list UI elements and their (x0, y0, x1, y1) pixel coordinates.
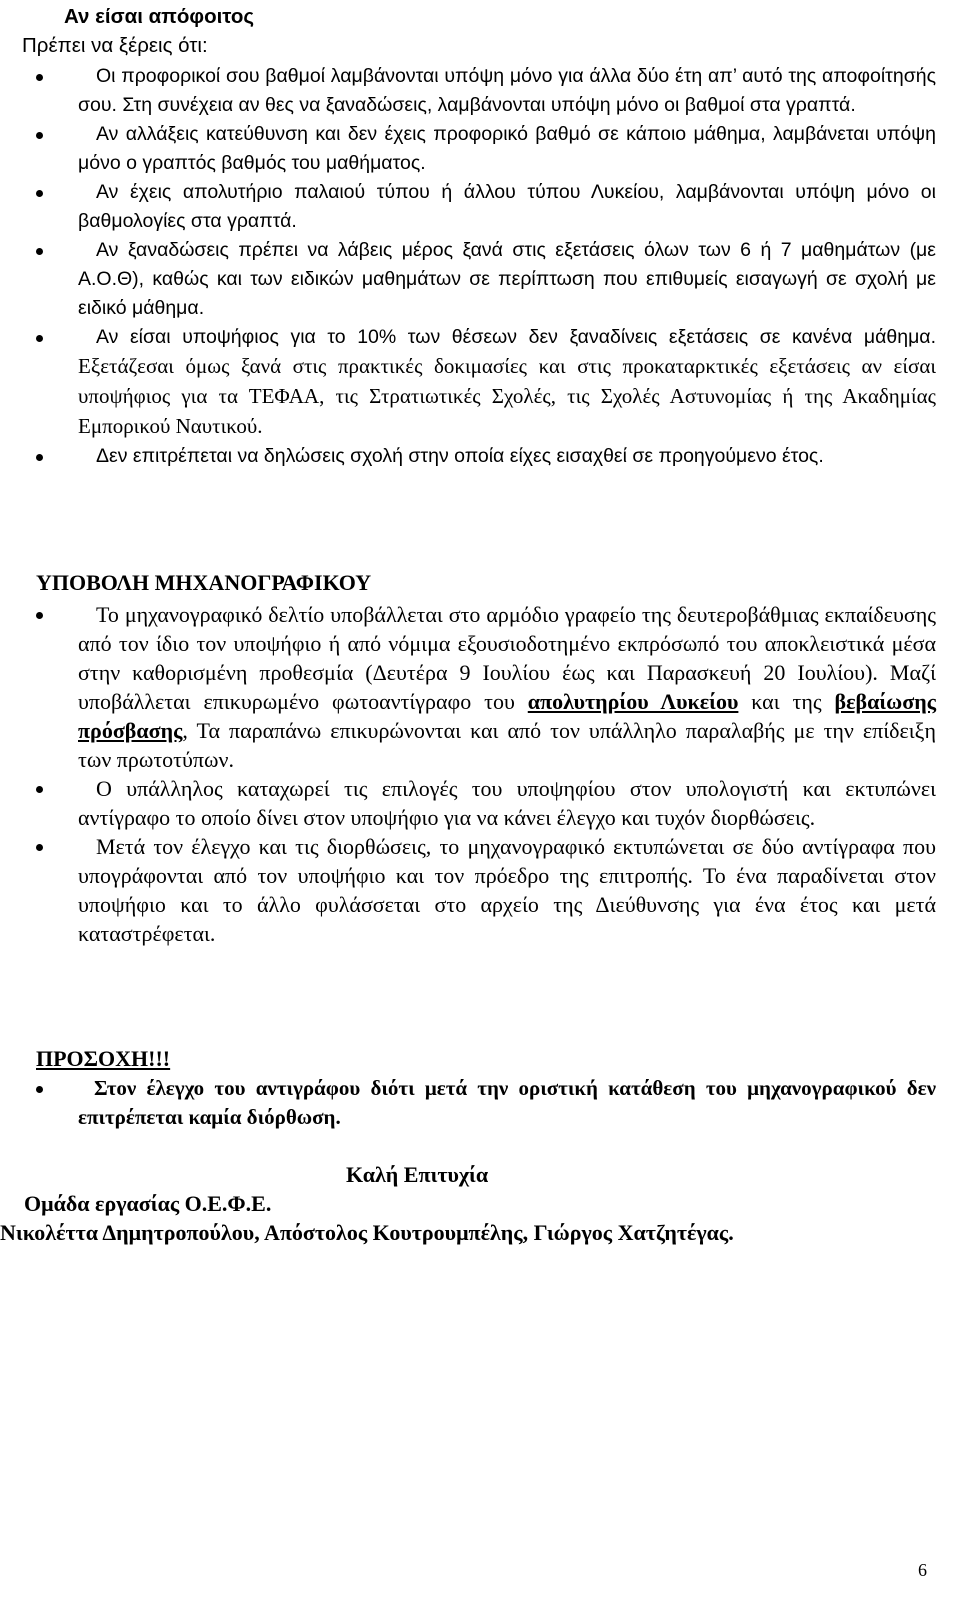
page-number: 6 (918, 1560, 927, 1580)
authors-list: Νικολέττα Δημητροπούλου, Απόστολος Κουτρουμπέλης, Γιώργος Χατζητέγας. (0, 1220, 734, 1245)
list-item: Αν ξαναδώσεις πρέπει να λάβεις μέρος ξανά στις εξετάσεις όλων των 6 ή 7 μαθημάτων (με Α.Ο.Θ), καθώς και των ειδικών μαθημάτων σε περίπτωση που επιθυμείς εισαγωγή σε σχολή με ειδικό μάθημα. (78, 236, 936, 323)
warning-bullet-list (78, 1074, 936, 1132)
bullet-icon (36, 612, 43, 619)
bullet-serif-tail: Εξετάζεσαι όμως ξανά στις πρακτικές δοκιμασίες και στις προκαταρκτικές εξετάσεις αν είσαι υποψήφιος για τα ΤΕΦΑΑ, τις Στρατιωτικές Σχολές, τις Σχολές Αστυνομίας ή της Ακαδημίας Εμπορικού Ναυτικού. (78, 354, 936, 438)
team-name: Ομάδα εργασίας Ο.Ε.Φ.Ε. (24, 1191, 272, 1216)
good-luck-text: Καλή Επιτυχία (346, 1162, 489, 1187)
bullet-icon (36, 786, 43, 793)
section-title-graduate: Αν είσαι απόφοιτος (64, 5, 255, 28)
bullet-icon (36, 248, 43, 255)
list-item: Οι προφορικοί σου βαθμοί λαμβάνονται υπόψη μόνο για άλλα δύο έτη απ’ αυτό της αποφοίτησής σου. Στη συνέχεια αν θες να ξαναδώσεις, λαμβάνονται υπόψη μόνο οι βαθμοί στα γραπτά. (78, 62, 936, 120)
submission-bullet-list (78, 600, 936, 948)
bullet-icon (36, 132, 43, 139)
graduate-bullet-list (78, 62, 936, 471)
warning-title: ΠΡΟΣΟΧΗ!!! (36, 1046, 171, 1071)
list-item: Μετά τον έλεγχο και τις διορθώσεις, το μηχανογραφικό εκτυπώνεται σε δύο αντίγραφα που υπογράφονται από τον υποψήφιο και τον πρόεδρο της επιτροπής. Το ένα παραδίνεται στον υποψήφιο και το άλλο φυλάσσεται στο αρχείο της Διεύθυνσης για ένα έτος και μετά καταστρέφεται. (78, 832, 936, 948)
section-intro: Πρέπει να ξέρεις ότι: (22, 34, 208, 57)
bullet-icon (36, 335, 43, 342)
bullet-icon (36, 844, 43, 851)
bullet-icon (36, 190, 43, 197)
list-item: Αν αλλάξεις κατεύθυνση και δεν έχεις προφορικό βαθμό σε κάποιο μάθημα, λαμβάνεται υπόψη μόνο ο γραπτός βαθμός του μαθήματος. (78, 120, 936, 178)
bullet-icon (36, 74, 43, 81)
section-title-submission: ΥΠΟΒΟΛΗ ΜΗΧΑΝΟΓΡΑΦΙΚΟΥ (36, 570, 372, 595)
bullet-icon (36, 1086, 43, 1093)
list-item: Ο υπάλληλος καταχωρεί τις επιλογές του υποψηφίου στον υπολογιστή και εκτυπώνει αντίγραφο το οποίο δίνει στον υποψήφιο για να κάνει έλεγχο και τυχόν διορθώσεις. (78, 774, 936, 832)
list-item: Δεν επιτρέπεται να δηλώσεις σχολή στην οποία είχες εισαχθεί σε προηγούμενο έτος. (78, 442, 936, 471)
list-item: Αν έχεις απολυτήριο παλαιού τύπου ή άλλου τύπου Λυκείου, λαμβάνονται υπόψη μόνο οι βαθμολογίες στα γραπτά. (78, 178, 936, 236)
bullet-icon (36, 454, 43, 461)
list-item: Αν είσαι υποψήφιος για το 10% των θέσεων δεν ξαναδίνεις εξετάσεις σε κανένα μάθημα. Εξετάζεσαι όμως ξανά στις πρακτικές δοκιμασίες και στις προκαταρκτικές εξετάσεις αν είσαι υποψήφιος για τα ΤΕΦΑΑ, τις Στρατιωτικές Σχολές, τις Σχολές Αστυνομίας ή της Ακαδημίας Εμπορικού Ναυτικού. (78, 323, 936, 442)
list-item: Στον έλεγχο του αντιγράφου διότι μετά την οριστική κατάθεση του μηχανογραφικού δεν επιτρέπεται καμία διόρθωση. (78, 1074, 936, 1132)
access-certificate-link-text: βεβαίωσης πρόσβασης (78, 689, 936, 743)
diploma-link-text: απολυτηρίου Λυκείου (527, 689, 739, 714)
list-item: Το μηχανογραφικό δελτίο υποβάλλεται στο αρμόδιο γραφείο της δευτεροβάθμιας εκπαίδευσης από τον ίδιο τον υποψήφιο ή από νόμιμα εξουσιοδοτημένο εκπρόσωπό του αποκλειστικά μέσα στην καθορισμένη προθεσμία (Δευτέρα 9 Ιουλίου έως και Παρασκευή 20 Ιουλίου). Μαζί υποβάλλεται επικυρωμένο φωτοαντίγραφο του απολυτηρίου Λυκείου και της βεβαίωσης πρόσβασης, Τα παραπάνω επικυρώνονται και από τον υπάλληλο παραλαβής με την επίδειξη των πρωτοτύπων. (78, 600, 936, 774)
